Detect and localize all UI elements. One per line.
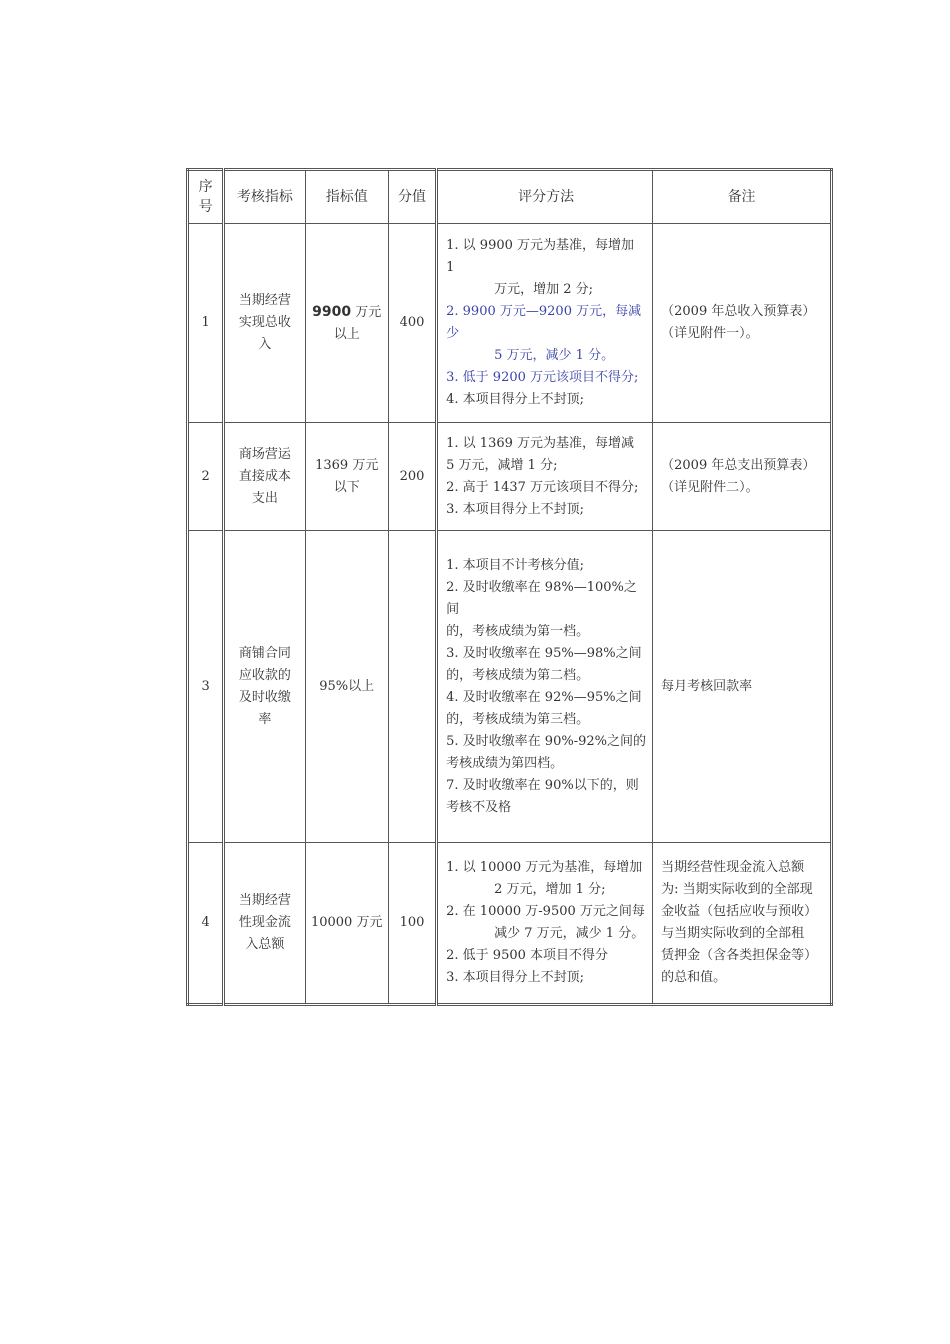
row3-note [653, 531, 832, 843]
method-line: 考核成绩为第四档。 [446, 755, 564, 771]
method-line: 5. 及时收缴率在 90%-92%之间的 [446, 733, 646, 749]
row2-note [653, 423, 832, 531]
row3-seq: 3 [188, 531, 224, 843]
row4-value: 10000 万元 [305, 843, 388, 1005]
method-line: 2 万元，增加 1 分; [494, 882, 606, 897]
header-seq-line2: 号 [198, 199, 213, 215]
method-line: 的，考核成绩为第三档。 [446, 711, 590, 727]
row1-score: 400 [388, 224, 436, 423]
row1-value-line1 [306, 301, 388, 324]
note-line: （2009 年总收入预算表） [661, 304, 816, 319]
header-note: 备注 [653, 170, 832, 224]
note-line: 为: 当期实际收到的全部现 [661, 882, 813, 897]
note-line: （2009 年总支出预算表） [661, 457, 816, 473]
assessment-table [186, 168, 833, 1006]
row2-indicator-line: 商场营运 [238, 446, 291, 462]
note-line: 当期经营性现金流入总额 [661, 860, 805, 875]
row3-indicator-line: 及时收缴 [238, 689, 291, 705]
note-line: （详见附件二）。 [661, 479, 759, 495]
row4-indicator-line: 当期经营 [238, 893, 291, 908]
method-line: 5 万元，减增 1 分; [446, 457, 558, 473]
row1-value [305, 224, 388, 423]
row3-indicator-line: 商铺合同 [238, 645, 291, 661]
row2-value-line: 1369 万元 [315, 457, 379, 473]
row2-indicator-line: 直接成本 [238, 468, 291, 484]
method-line: 2. 高于 1437 万元该项目不得分; [446, 479, 639, 495]
table-row [188, 531, 832, 843]
row2-value [305, 423, 388, 531]
method-line: 2. 及时收缴率在 98%—100%之间 [446, 579, 637, 617]
method-line: 2. 低于 9500 本项目不得分 [446, 948, 609, 963]
row1-method [437, 224, 653, 423]
note-line: 与当期实际收到的全部租 [661, 926, 805, 941]
note-line: （详见附件一）。 [661, 326, 759, 341]
method-line: 1. 以 1369 万元为基准，每增减 [446, 435, 635, 451]
row2-score: 200 [388, 423, 436, 531]
note-line: 金收益（包括应收与预收） [661, 904, 818, 919]
row4-seq: 4 [188, 843, 224, 1005]
method-line: 的，考核成绩为第一档。 [446, 623, 590, 639]
method-line: 7. 及时收缴率在 90%以下的，则 [446, 777, 639, 793]
row3-value: 95%以上 [305, 531, 388, 843]
row1-indicator [224, 224, 305, 423]
method-line: 1. 本项目不计考核分值; [446, 557, 585, 573]
method-line: 1. 以 10000 万元为基准，每增加 [446, 860, 643, 875]
row4-method [437, 843, 653, 1005]
header-seq-line1: 序 [198, 179, 213, 195]
method-line: 减少 7 万元，减少 1 分。 [494, 926, 645, 941]
row3-indicator-line: 率 [258, 711, 272, 727]
table-row [188, 843, 832, 1005]
row1-indicator-line: 入 [258, 337, 272, 352]
header-row [188, 170, 832, 224]
method-line: 3. 本项目得分上不封顶; [446, 970, 585, 985]
row4-score: 100 [388, 843, 436, 1005]
method-line: 的，考核成绩为第二档。 [446, 667, 590, 683]
method-line: 3. 本项目得分上不封顶; [446, 501, 585, 517]
row2-indicator [224, 423, 305, 531]
row1-indicator-line: 实现总收 [238, 315, 291, 330]
method-line: 4. 本项目得分上不封顶; [446, 392, 585, 407]
note-line: 的总和值。 [661, 970, 727, 985]
table-row [188, 224, 832, 423]
row4-indicator-line: 入总额 [245, 937, 285, 952]
method-line: 4. 及时收缴率在 92%—95%之间 [446, 689, 642, 705]
header-indicator: 考核指标 [224, 170, 305, 224]
row1-seq: 1 [188, 224, 224, 423]
note-line: 赁押金（含各类担保金等） [661, 948, 818, 963]
row4-indicator [224, 843, 305, 1005]
method-line: 3. 及时收缴率在 95%—98%之间 [446, 645, 642, 661]
row2-indicator-line: 支出 [251, 490, 278, 506]
row3-method [437, 531, 653, 843]
row4-note [653, 843, 832, 1005]
header-value: 指标值 [305, 170, 388, 224]
method-line: 考核不及格 [446, 799, 512, 815]
row1-value-line2: 以上 [333, 326, 360, 342]
note-line: 每月考核回款率 [661, 678, 753, 694]
row3-score [388, 531, 436, 843]
row1-note [653, 224, 832, 423]
row3-indicator-line: 应收款的 [238, 667, 291, 683]
row4-indicator-line: 性现金流 [238, 915, 291, 930]
table-row [188, 423, 832, 531]
method-line: 5 万元，减少 1 分。 [494, 348, 615, 363]
row1-value-unit: 万元 [355, 304, 382, 320]
method-line: 2. 在 10000 万-9500 万元之间每 [446, 904, 645, 919]
row1-value-number: 9900 [312, 303, 352, 320]
header-method [437, 170, 653, 224]
method-line: 1. 以 9900 万元为基准，每增加 1 [446, 238, 635, 275]
method-line: 2. 9900 万元—9200 万元，每减少 [446, 304, 642, 341]
row2-method [437, 423, 653, 531]
header-seq [188, 170, 224, 224]
method-line: 3. 低于 9200 万元该项目不得分; [446, 370, 639, 385]
header-score: 分值 [388, 170, 436, 224]
row2-seq: 2 [188, 423, 224, 531]
row2-value-line: 以下 [333, 479, 360, 495]
row3-indicator [224, 531, 305, 843]
header-method-label: 评分方法 [518, 189, 575, 205]
method-line: 万元，增加 2 分; [494, 282, 594, 297]
row1-indicator-line: 当期经营 [238, 293, 291, 308]
